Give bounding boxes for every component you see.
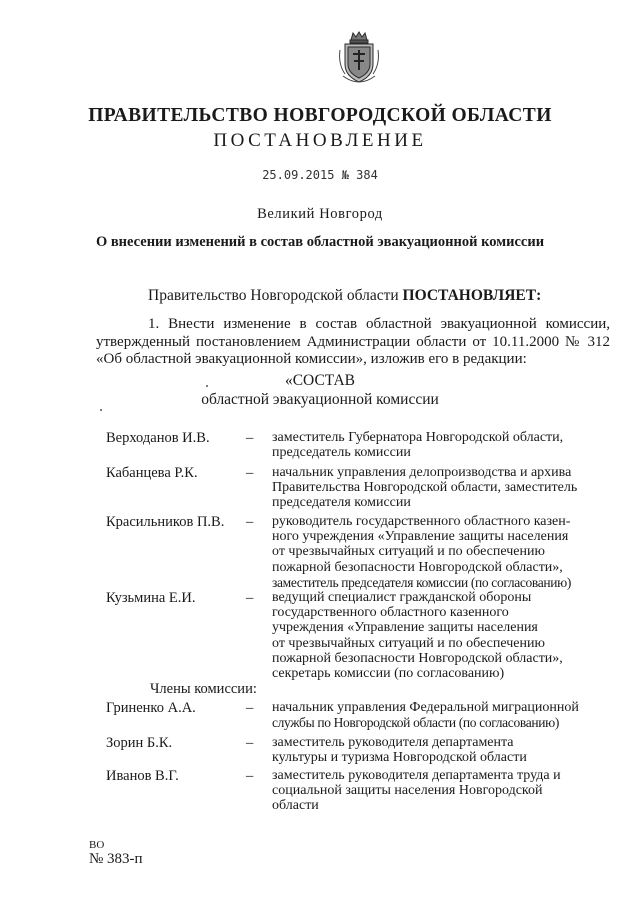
role-line: пожарной безопасности Новгородской области», (272, 559, 563, 575)
preamble-text: Правительство Новгородской области (148, 287, 403, 304)
role-line: социальной защиты населения Новгородской (272, 783, 543, 799)
role-line: от чрезвычайных ситуаций и по обеспечению (272, 635, 545, 651)
city: Великий Новгород (257, 206, 383, 222)
composition-heading (0, 371, 640, 409)
member-dash: – (246, 768, 254, 784)
role-line: культуры и туризма Новгородской области (272, 750, 527, 766)
role-line: ного учреждения «Управление защиты населения (272, 529, 569, 545)
member-role (272, 590, 602, 681)
member-role (272, 768, 602, 814)
member-role (272, 430, 602, 460)
preamble (148, 287, 541, 305)
footer-number: № 383-п (89, 851, 143, 867)
role-line: ведущий специалист гражданской обороны (272, 590, 532, 605)
member-dash: – (246, 735, 254, 751)
member-name: Верходанов И.В. (106, 430, 210, 446)
document-type: ПОСТАНОВЛЕНИЕ (213, 130, 427, 151)
coat-of-arms-icon (337, 30, 381, 88)
member-dash: – (246, 465, 254, 481)
role-line: области (272, 798, 319, 814)
member-dash: – (246, 590, 254, 606)
role-line: от чрезвычайных ситуаций и по обеспечению (272, 544, 545, 560)
role-line: государственного областного казенного (272, 605, 509, 621)
member-name: Иванов В.Г. (106, 768, 179, 784)
member-role (272, 514, 602, 590)
role-line: заместитель председателя комиссии (по согласованию) (272, 574, 572, 590)
member-role (272, 700, 602, 730)
role-line: руководитель государственного областного казен- (272, 514, 571, 529)
member-name: Кузьмина Е.И. (106, 590, 196, 606)
item-one: 1. Внести изменение в состав областной эвакуационной комиссии, утвержденный постановлением Администрации области от 10.11.2000 № 312 «Об областной эвакуационной комиссии», изложив его в редакции: (96, 316, 610, 367)
member-dash: – (246, 514, 254, 530)
scan-speck (100, 409, 102, 411)
document-subject: О внесении изменений в состав областной эвакуационной комиссии (95, 234, 545, 250)
member-role (272, 735, 602, 765)
role-line: службы по Новгородской области (по согласованию) (272, 715, 559, 731)
document-date-number: 25.09.2015 № 384 (262, 168, 378, 182)
role-line: пожарной безопасности Новгородской области», (272, 650, 563, 666)
composition-subtitle: областной эвакуационной комиссии (201, 391, 439, 408)
members-label: Члены комиссии: (150, 681, 257, 697)
role-line: председателя комиссии (272, 495, 411, 511)
role-line: Правительства Новгородской области, заместитель (272, 480, 578, 496)
member-dash: – (246, 700, 254, 716)
role-line: начальник управления Федеральной миграционной (272, 700, 579, 715)
role-line: заместитель Губернатора Новгородской области, (272, 430, 564, 445)
role-line: председатель комиссии (272, 445, 411, 461)
member-name: Красильников П.В. (106, 514, 225, 530)
member-name: Зорин Б.К. (106, 735, 173, 751)
member-name: Кабанцева Р.К. (106, 465, 198, 481)
preamble-resolves: ПОСТАНОВЛЯЕТ: (402, 287, 542, 304)
composition-title: «СОСТАВ (284, 372, 356, 389)
role-line: учреждения «Управление защиты населения (272, 620, 538, 636)
member-dash: – (246, 430, 254, 446)
member-role (272, 465, 602, 511)
role-line: заместитель руководителя департамента труда и (272, 768, 561, 783)
role-line: начальник управления делопроизводства и архива (272, 465, 572, 480)
role-line: заместитель руководителя департамента (272, 735, 514, 750)
footer-code: ВО (89, 839, 105, 851)
scan-speck (206, 385, 208, 387)
member-name: Гриненко А.А. (106, 700, 196, 716)
role-line: секретарь комиссии (по согласованию) (272, 666, 505, 682)
government-title: ПРАВИТЕЛЬСТВО НОВГОРОДСКОЙ ОБЛАСТИ (88, 105, 552, 126)
